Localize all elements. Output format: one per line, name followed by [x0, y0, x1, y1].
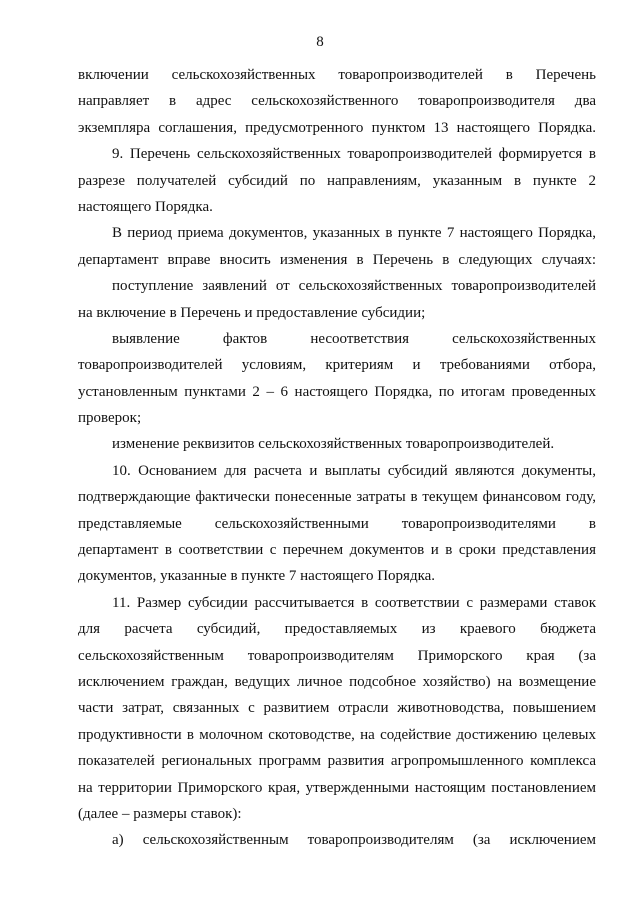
text-line: 10. Основанием для расчета и выплаты субсидий являются документы, — [112, 462, 596, 479]
text-line: экземпляра соглашения, предусмотренного пунктом 13 настоящего Порядка. — [78, 119, 596, 136]
text-line: представляемые сельскохозяйственными товаропроизводителями в — [78, 515, 596, 532]
text-line: документов, указанные в пункте 7 настоящего Порядка. — [78, 568, 436, 585]
text-line: включении сельскохозяйственных товаропроизводителей в Перечень — [78, 67, 596, 83]
body-text — [78, 62, 596, 854]
text-line: установленным пунктами 2 – 6 настоящего Порядка, по итогам проведенных — [78, 383, 596, 400]
page-number: 8 — [316, 34, 324, 50]
text-line: показателей региональных программ развития агропромышленного комплекса — [78, 753, 596, 770]
text-line: направляет в адрес сельскохозяйственного товаропроизводителя два — [78, 93, 596, 110]
text-line: выявление фактов несоответствия сельскохозяйственных — [112, 330, 596, 347]
text-line: части затрат, связанных с развитием отрасли животноводства, повышением — [78, 700, 596, 717]
text-line: изменение реквизитов сельскохозяйственных товаропроизводителей. — [112, 436, 555, 453]
text-line: подтверждающие фактически понесенные затраты в текущем финансовом году, — [78, 489, 596, 506]
text-line: на территории Приморского края, утвержденными настоящим постановлением — [78, 779, 596, 796]
text-line: департамент в соответствии с перечнем документов и в сроки представления — [78, 542, 596, 559]
text-line: поступление заявлений от сельскохозяйственных товаропроизводителей — [112, 278, 596, 295]
text-line: разрезе получателей субсидий по направлениям, указанным в пункте 2 — [78, 172, 596, 189]
text-line: настоящего Порядка. — [78, 198, 213, 215]
text-line: а) сельскохозяйственным товаропроизводителям (за исключением — [112, 832, 596, 849]
text-line: 11. Размер субсидии рассчитывается в соответствии с размерами ставок — [112, 594, 596, 611]
text-line: 9. Перечень сельскохозяйственных товаропроизводителей формируется в — [112, 146, 596, 163]
text-line: департамент вправе вносить изменения в Перечень в следующих случаях: — [78, 251, 596, 268]
text-line: для расчета субсидий, предоставляемых из краевого бюджета — [78, 621, 596, 638]
text-line: сельскохозяйственным товаропроизводителям Приморского края (за — [78, 647, 596, 664]
text-line: продуктивности в молочном скотоводстве, на содействие достижению целевых — [78, 726, 596, 743]
text-line: товаропроизводителей условиям, критериям и требованиями отбора, — [78, 357, 596, 374]
text-line: В период приема документов, указанных в пункте 7 настоящего Порядка, — [112, 225, 596, 242]
text-line: (далее – размеры ставок): — [78, 805, 242, 822]
text-line: на включение в Перечень и предоставление субсидии; — [78, 304, 426, 321]
text-line: проверок; — [78, 410, 142, 427]
text-line: исключением граждан, ведущих личное подсобное хозяйство) на возмещение — [78, 673, 596, 690]
